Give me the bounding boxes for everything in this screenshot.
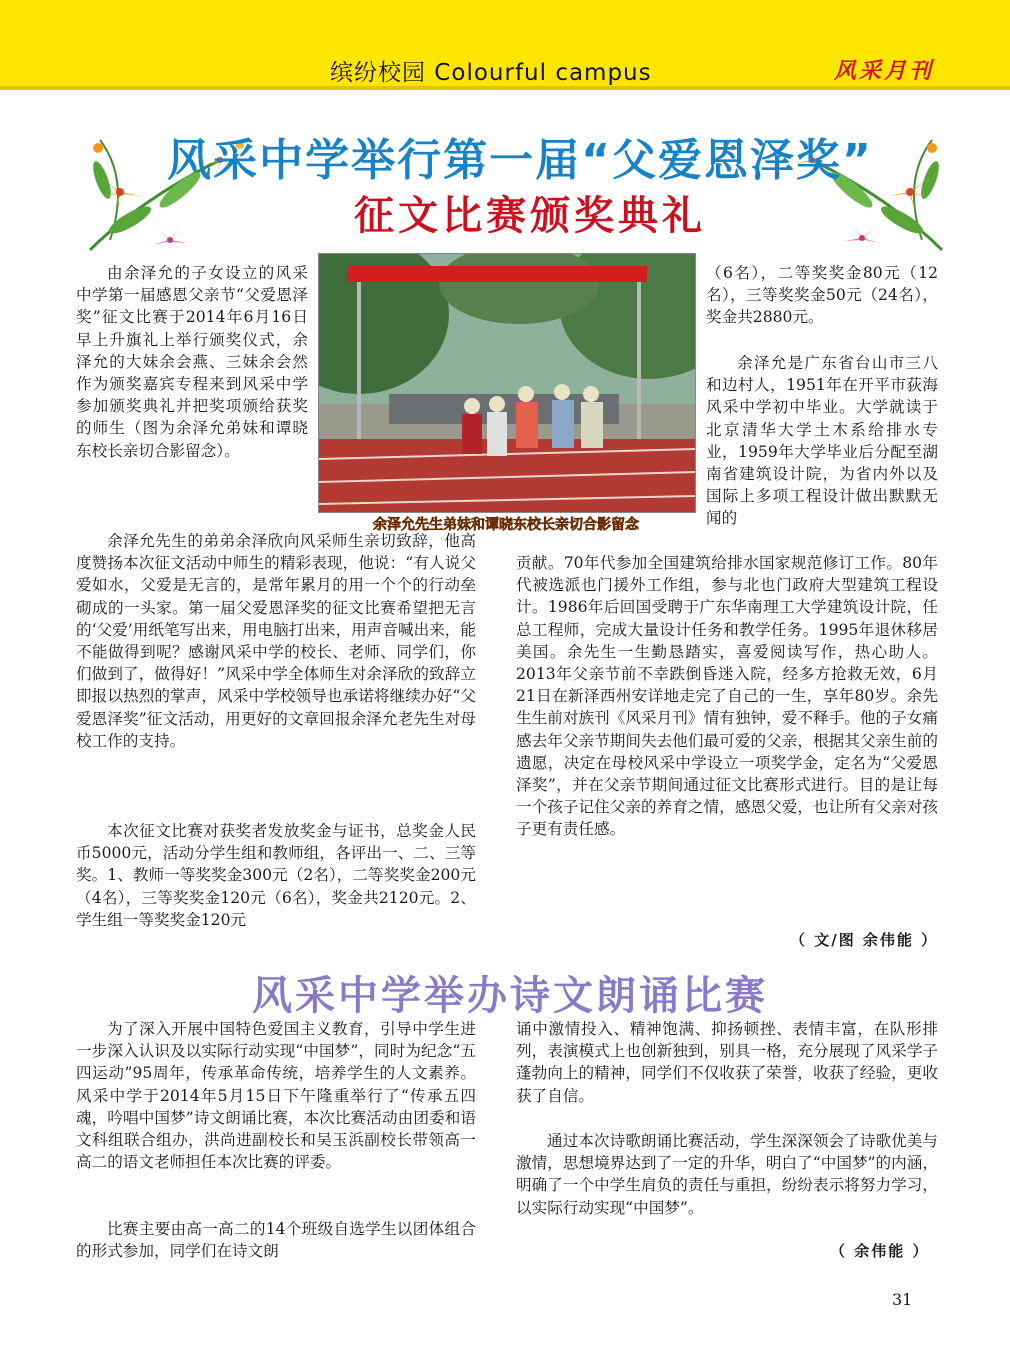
article1-left-paragraph-1: 由余泽允的子女设立的风采中学第一届感恩父亲节“父爱恩泽奖”征文比赛于2014年6月16日早上升旗礼上举行颁奖仪式，余泽允的大妹余会燕、三妹余会然作为颁奖嘉宾专程来到风采中学参加颁奖典礼并把奖项颁给获奖的师生（图为余泽允弟妹和谭晓东校长亲切合影留念）。 [76, 264, 308, 460]
section-title: 缤纷校园 Colourful campus [330, 60, 652, 86]
ceremony-photo [318, 253, 696, 513]
article1-signoff: （ 文/图 余伟能 ） [790, 931, 939, 949]
article2-left-paragraph-1: 为了深入开展中国特色爱国主义教育，引导中学生进一步深入认识及以实际行动实现“中国梦”，同时为纪念“五四运动”95周年，传承革命传统，培养学生的人文素养。风采中学于2014年5月15日下午隆重举行了“传承五四魂，吟唱中国梦”诗文朗诵比赛，本次比赛活动由团委和语文科组联合组办，洪尚进副校长和吴玉浜副校长带领高一高二的语文老师担任本次比赛的评委。 [76, 1020, 476, 1172]
photo-caption: 余泽允先生弟妹和谭晓东校长亲切合影留念 [373, 517, 639, 533]
article2-signoff: （ 余伟能 ） [830, 1242, 930, 1260]
magazine-name: 风采月刊 [834, 58, 935, 84]
article1-title-line1: 风采中学举行第一届“父爱恩泽奖” [167, 135, 873, 186]
page-number: 31 [892, 1290, 913, 1309]
article1-wide-paragraph: 贡献。70年代参加全国建筑给排水国家规范修订工作。80年代被选派也门援外工作组，参与北也门政府大型建筑工程设计。1986年后回国受聘于广东华南理工大学建筑设计院，任总工程师，完成大量设计任务和教学任务。1995年退休移居美国。余先生一生勤恳踏实，喜爱阅读写作，热心助人。2013年父亲节前不幸跌倒昏迷入院，经多方抢救无效，6月21日在新泽西州安详地走完了自己的一生，享年80岁。余先生生前对族刊《风采月刊》情有独钟，爱不释手。他的子女痛感去年父亲节期间失去他们最可爱的父亲，根据其父亲生前的遗愿，决定在母校风采中学设立一项奖学金，定名为“父爱恩泽奖”，并在父亲节期间通过征文比赛形式进行。目的是让每一个孩子记住父亲的养育之情，感恩父爱，也让所有父亲对孩子更有责任感。 [516, 554, 938, 839]
article1-left-paragraph-2: 余泽允先生的弟弟余泽欣向风采师生亲切致辞，他高度赞扬本次征文活动中师生的精彩表现，他说：“有人说父爱如水，父爱是无言的，是常年累月的用一个个的行动垒砌成的一头家。第一届父爱恩泽奖的征文比赛希望把无言的‘父爱’用纸笔写出来，用电脑打出来，用声音喊出来，能不能做得到呢？感谢风采中学的校长、老师、同学们，你们做到了，做得好！”风采中学全体师生对余泽欣的致辞立即报以热烈的掌声，风采中学校领导也承诺将继续办好“父爱恩泽奖”征文活动，用更好的文章回报余泽允老先生对母校工作的支持。 [76, 532, 476, 750]
article1-right-paragraph-2: 余泽允是广东省台山市三八和边村人，1951年在开平市荻海风采中学初中毕业。大学就读于北京清华大学土木系给排水专业，1959年大学毕业后分配至湖南省建筑设计院，为省内外以及国际上多项工程设计做出默默无闻的 [706, 354, 938, 528]
article1-left-paragraph-3: 本次征文比赛对获奖者发放奖金与证书，总奖金人民币5000元，活动分学生组和教师组，各评出一、二、三等奖。1、教师一等奖奖金300元（2名），二等奖奖金200元（4名），三等奖奖金120元（6名），奖金共2120元。2、学生组一等奖奖金120元 [76, 822, 476, 929]
article1-right-paragraph-1: （6名），二等奖奖金80元（12名），三等奖奖金50元（24名），奖金共2880元。 [706, 264, 938, 327]
article2-title: 风采中学举办诗文朗诵比赛 [252, 973, 768, 1019]
article2-left-paragraph-2: 比赛主要由高一高二的14个班级自选学生以团体组合的形式参加，同学们在诗文朗 [76, 1220, 476, 1261]
ceremony-photo-image [319, 254, 695, 512]
article2-right-paragraph-2: 通过本次诗歌朗诵比赛活动，学生深深领会了诗歌优美与激情，思想境界达到了一定的升华，明白了“中国梦”的内涵，明确了一个中学生肩负的责任与重担，纷纷表示将努力学习，以实际行动实现“中国梦”。 [516, 1132, 938, 1217]
article1-title-line2: 征文比赛颁奖典礼 [354, 193, 706, 239]
article2-right-paragraph-1: 诵中激情投入、精神饱满、抑扬顿挫、表情丰富，在队形排列，表演模式上也创新独到，别具一格，充分展现了风采学子蓬勃向上的精神，同学们不仅收获了荣誉，收获了经验，更收获了自信。 [516, 1020, 938, 1105]
